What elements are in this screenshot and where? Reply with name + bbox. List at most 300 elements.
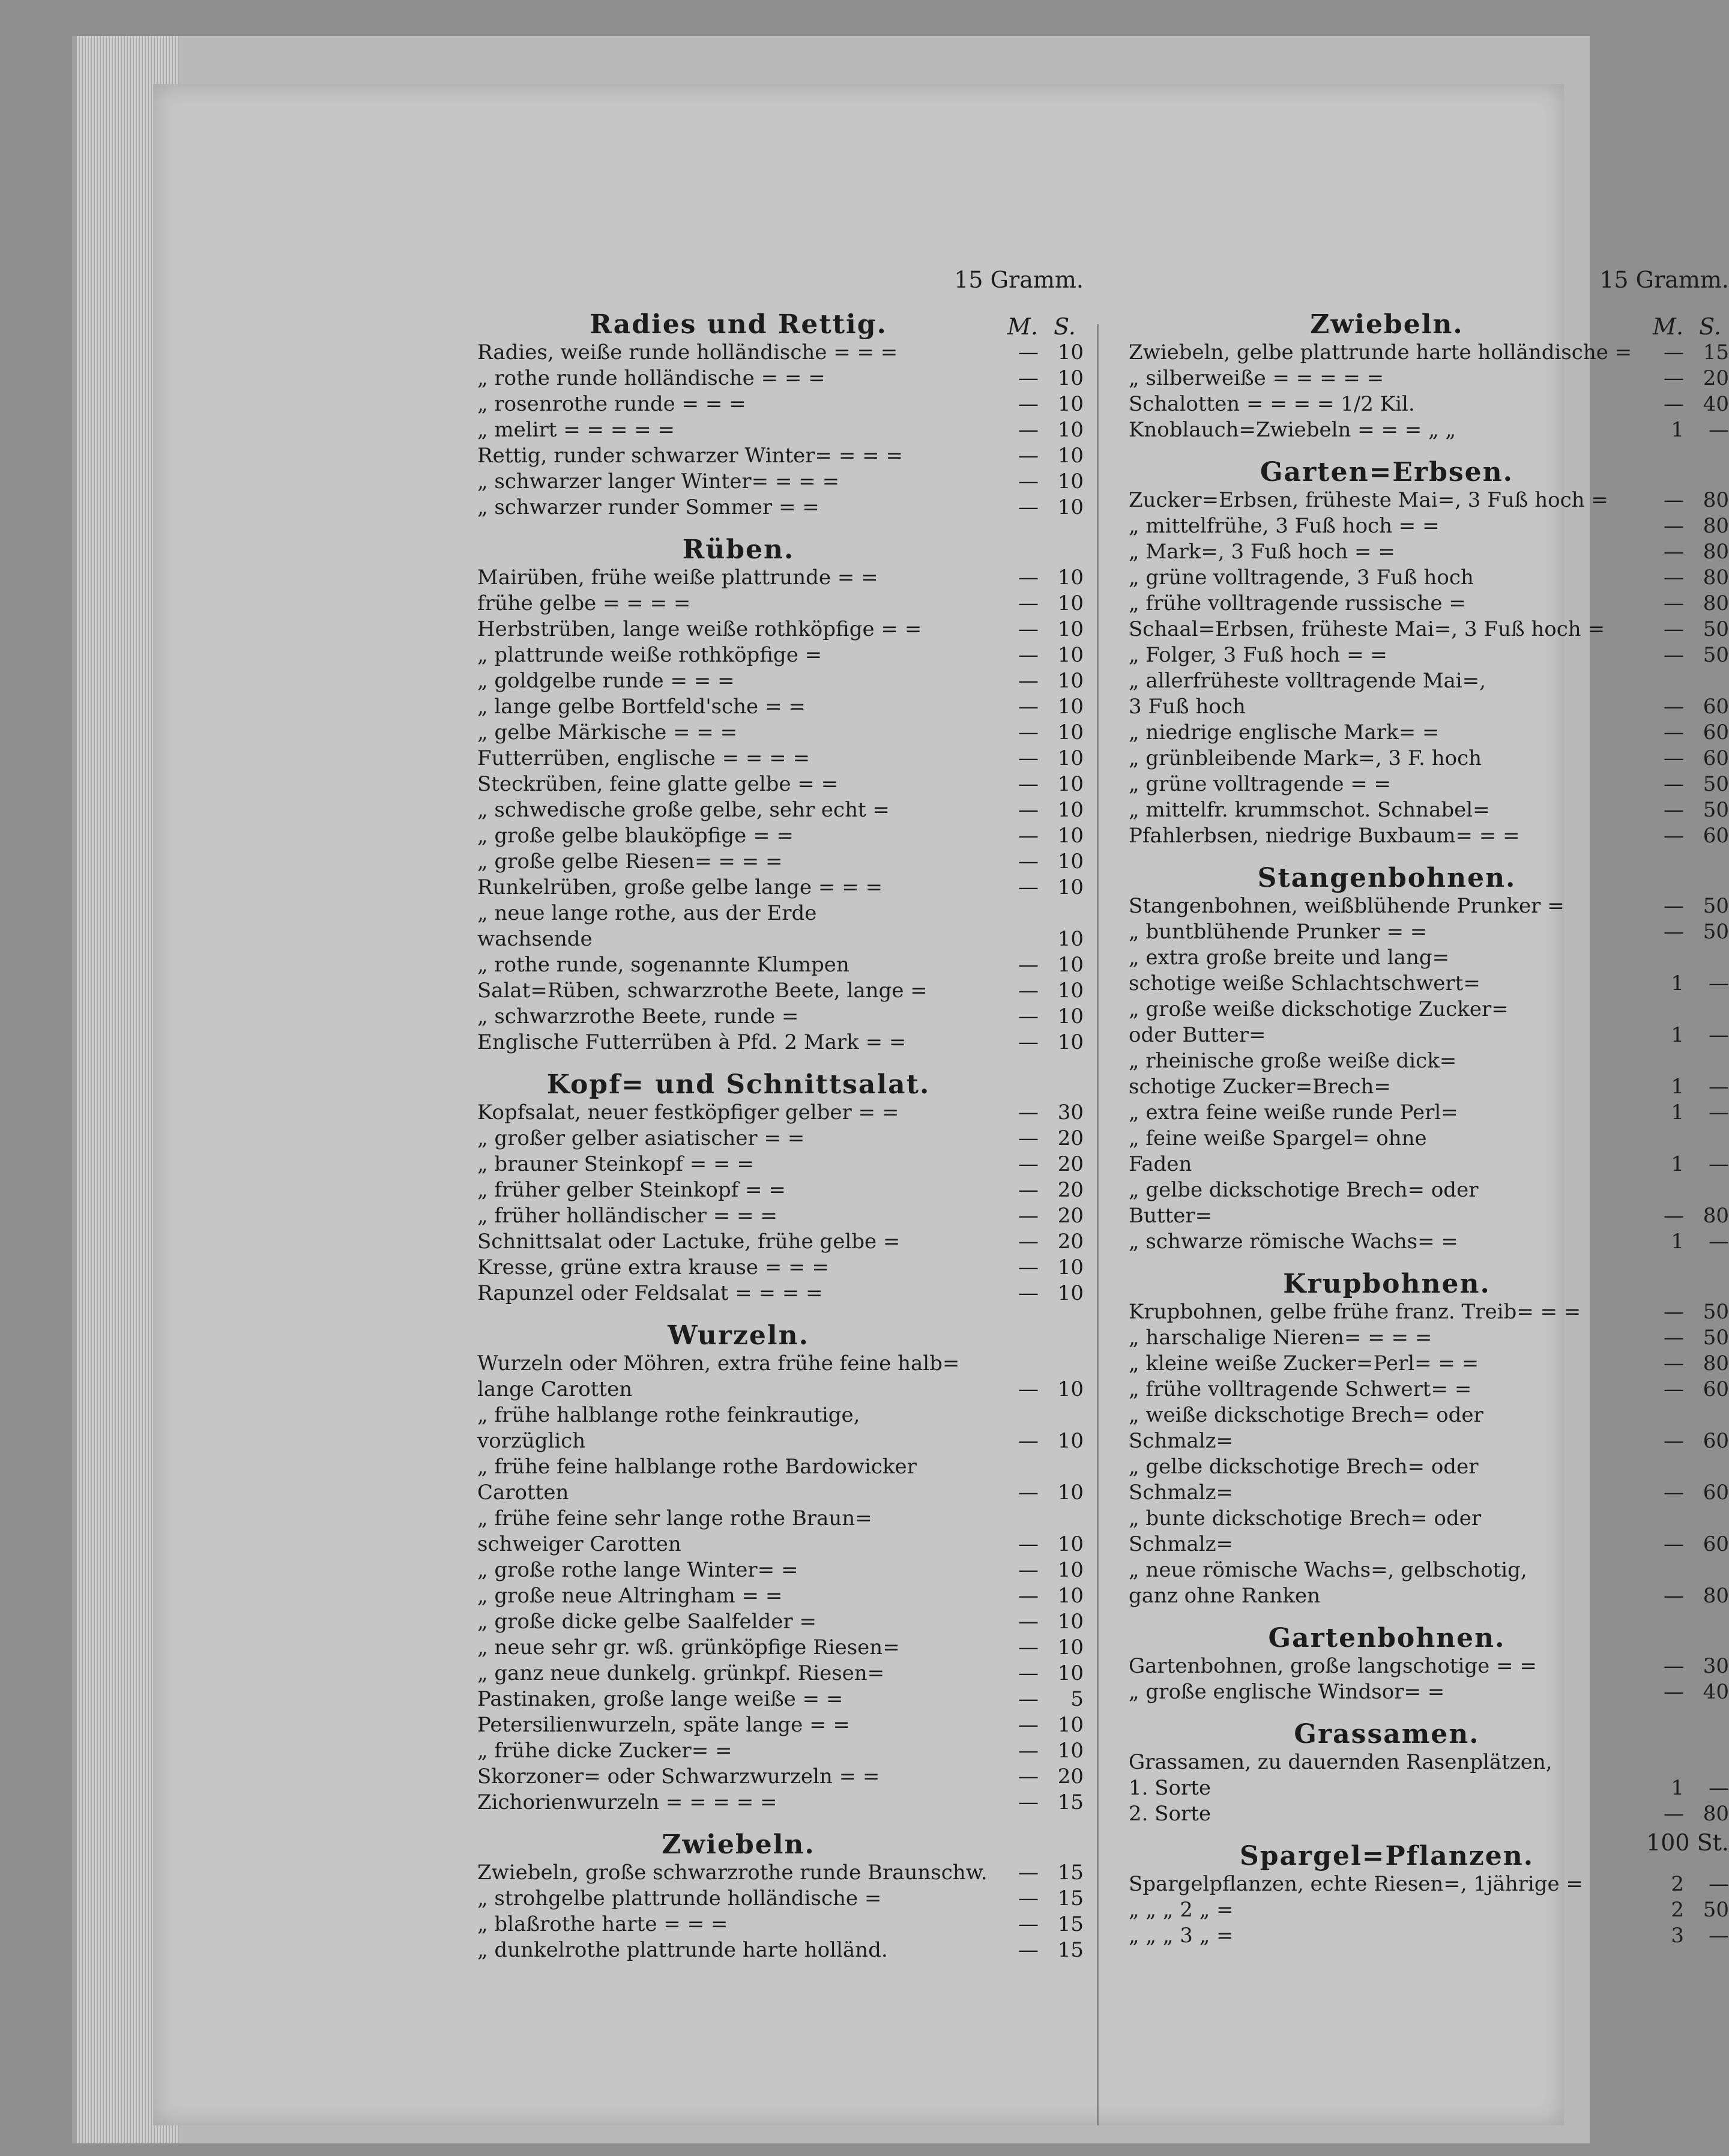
price-row [477,849,1084,875]
price-row [477,1030,1084,1055]
item-name: „ rothe runde, sogenannte Klumpen [477,953,849,977]
price-row [1129,971,1729,997]
item-name: „ frühe volltragende russische = [1129,591,1466,615]
item-name: lange Carotten [477,1377,633,1401]
price-mark: — [1664,617,1684,641]
price-row [477,1004,1084,1030]
price-row [1129,1897,1729,1923]
item-name: „ frühe feine sehr lange rothe Braun= [477,1506,872,1530]
section-title: Wurzeln. [668,1320,809,1351]
item-name: „ lange gelbe Bortfeld'sche = = [477,695,806,719]
price-mark: — [1018,1101,1039,1125]
item-name: „ brauner Steinkopf = = = [477,1152,754,1176]
item-name: Herbstrüben, lange weiße rothköpfige = = [477,617,922,641]
item-name: „ frühe halblange rothe feinkrautige, [477,1403,860,1427]
item-name: „ große rothe lange Winter= = [477,1558,798,1582]
price-mark: 1 [1671,971,1684,995]
price-row [477,1686,1084,1712]
price-row [1129,694,1729,720]
section-title: Stangenbohnen. [1257,863,1516,893]
item-name: „ rheinische große weiße dick= [1129,1049,1457,1073]
item-name: „ strohgelbe plattrunde holländische = [477,1886,882,1910]
item-name: Zwiebeln, große schwarzrothe runde Braunschw. [477,1861,988,1885]
price-pfennig: 10 [1057,927,1084,951]
section-header [477,521,1084,565]
price-row [477,565,1084,591]
item-name: „ kleine weiße Zucker=Perl= = = [1129,1351,1479,1375]
price-pfennig: 10 [1057,591,1084,615]
price-row [477,1738,1084,1764]
price-row [477,746,1084,772]
price-mark: — [1664,1351,1684,1375]
price-row [477,1152,1084,1177]
price-mark: — [1664,1204,1684,1228]
item-name: Radies, weiße runde holländische = = = [477,340,898,364]
price-mark: — [1018,566,1039,590]
price-row [477,1557,1084,1583]
price-row [1129,797,1729,823]
price-row [1129,1750,1729,1775]
price-mark: — [1018,1030,1039,1054]
price-row [477,417,1084,443]
price-row [1129,1679,1729,1705]
price-row [1129,513,1729,539]
price-pfennig: 10 [1057,366,1084,390]
item-name: Rettig, runder schwarzer Winter= = = = [477,444,903,468]
price-row [1129,1325,1729,1351]
item-name: Schmalz= [1129,1532,1234,1556]
column-divider [1097,324,1099,2125]
item-name: Rapunzel oder Feldsalat = = = = [477,1281,823,1305]
price-pfennig: 10 [1057,772,1084,796]
price-mark: — [1018,495,1039,519]
price-row [477,1454,1084,1480]
price-pfennig: — [1709,1075,1729,1099]
price-mark: — [1018,340,1039,364]
item-name: „ silberweiße = = = = = [1129,366,1384,390]
price-row [1129,1454,1729,1480]
price-pfennig: 10 [1057,1481,1084,1505]
price-mark: — [1664,1481,1684,1505]
price-section [1129,1827,1729,1949]
price-pfennig: 50 [1703,1898,1729,1922]
price-pfennig: 10 [1057,444,1084,468]
price-mark: — [1664,340,1684,364]
price-mark: — [1018,1230,1039,1254]
price-row [477,797,1084,823]
price-row [1129,1048,1729,1074]
price-row [1129,668,1729,694]
price-pfennig: 10 [1057,798,1084,822]
price-mark: — [1664,746,1684,770]
item-name: „ große gelbe Riesen= = = = [477,850,783,874]
price-mark: — [1664,824,1684,848]
price-row [1129,417,1729,443]
price-mark: — [1664,643,1684,667]
price-pfennig: 20 [1057,1204,1084,1228]
item-name: „ blaßrothe harte = = = [477,1912,728,1936]
item-name: Zucker=Erbsen, früheste Mai=, 3 Fuß hoch = [1129,488,1608,512]
item-name: „ niedrige englische Mark= = [1129,720,1440,744]
price-mark: — [1018,392,1039,416]
price-pfennig: — [1709,1152,1729,1176]
section-header [477,1055,1084,1100]
item-name: Pastinaken, große lange weiße = = [477,1687,843,1711]
price-pfennig: 10 [1057,824,1084,848]
price-pfennig: 80 [1703,540,1729,564]
price-row [477,1229,1084,1255]
item-name: „ große gelbe blauköpfige = = [477,824,794,848]
price-row [477,1428,1084,1454]
price-pfennig: 50 [1703,1300,1729,1324]
section-title: Zwiebeln. [662,1829,815,1860]
item-name: Skorzoner= oder Schwarzwurzeln = = [477,1765,880,1789]
price-row [477,1609,1084,1635]
item-name: Schmalz= [1129,1481,1234,1505]
price-section [1129,295,1729,443]
price-row [1129,1377,1729,1403]
price-mark: — [1018,1126,1039,1150]
price-mark: — [1018,366,1039,390]
price-row [1129,1480,1729,1506]
price-row [1129,340,1729,366]
item-name: „ schwarze römische Wachs= = [1129,1230,1458,1254]
item-name: „ frühe feine halblange rothe Bardowicker [477,1455,917,1479]
price-row [1129,591,1729,617]
pfennig-symbol: S. [1699,313,1721,340]
price-pfennig: — [1709,1101,1729,1125]
section-title: Gartenbohnen. [1268,1623,1506,1653]
price-row [1129,391,1729,417]
price-pfennig: 50 [1703,772,1729,796]
item-name: „ extra feine weiße runde Perl= [1129,1101,1458,1125]
price-pfennig: 30 [1057,1101,1084,1125]
price-row [477,1886,1084,1912]
price-mark: — [1018,1886,1039,1910]
price-pfennig: 10 [1057,392,1084,416]
price-row [477,1377,1084,1403]
item-name: Faden [1129,1152,1192,1176]
price-mark: — [1664,591,1684,615]
item-name: Butter= [1129,1204,1213,1228]
price-mark: — [1018,979,1039,1003]
price-mark: — [1018,1661,1039,1685]
price-row [477,1532,1084,1557]
price-pfennig: 20 [1057,1178,1084,1202]
price-mark: — [1664,366,1684,390]
item-name: vorzüglich [477,1429,586,1453]
price-pfennig: 15 [1057,1861,1084,1885]
price-pfennig: 60 [1703,1481,1729,1505]
item-name: Wurzeln oder Möhren, extra frühe feine halb= [477,1351,960,1375]
price-row [1129,1506,1729,1532]
price-row [477,926,1084,952]
price-pfennig: 10 [1057,1739,1084,1763]
price-pfennig: 10 [1057,1584,1084,1608]
price-mark: — [1018,953,1039,977]
unit-label: 15 Gramm. [954,267,1084,293]
price-pfennig: 15 [1057,1938,1084,1962]
left-column [477,264,1084,1963]
item-name: Englische Futterrüben à Pfd. 2 Mark = = [477,1030,907,1054]
price-pfennig: — [1709,1023,1729,1047]
price-mark: — [1018,591,1039,615]
price-row [1129,720,1729,746]
price-row [477,1790,1084,1816]
mark-symbol: M. [1653,313,1684,340]
price-mark: — [1018,1532,1039,1556]
price-row [477,366,1084,391]
price-row [477,340,1084,366]
item-name: „ neue römische Wachs=, gelbschotig, [1129,1558,1527,1582]
item-name: Futterrüben, englische = = = = [477,746,810,770]
price-row [477,1126,1084,1152]
price-mark: — [1018,850,1039,874]
item-name: Steckrüben, feine glatte gelbe = = [477,772,839,796]
price-pfennig: 5 [1070,1687,1084,1711]
price-mark: — [1664,1680,1684,1704]
price-pfennig: 10 [1057,1532,1084,1556]
price-pfennig: 10 [1057,495,1084,519]
price-mark: — [1664,1326,1684,1350]
price-row [1129,1126,1729,1152]
price-mark: — [1664,392,1684,416]
price-mark: 1 [1671,1023,1684,1047]
item-name: „ große neue Altringham = = [477,1584,783,1608]
item-name: „ rothe runde holländische = = = [477,366,825,390]
section-header [1129,1827,1729,1871]
item-name: „ grüne volltragende = = [1129,772,1392,796]
item-name: „ früher holländischer = = = [477,1204,777,1228]
price-pfennig: 50 [1703,1326,1729,1350]
price-pfennig: 50 [1703,617,1729,641]
price-pfennig: — [1709,1230,1729,1254]
item-name: Spargelpflanzen, echte Riesen=, 1jährige = [1129,1872,1583,1896]
price-row [477,1351,1084,1377]
price-mark: — [1664,1429,1684,1453]
price-mark: — [1018,720,1039,744]
price-section [1129,849,1729,1255]
section-header [1129,443,1729,488]
catalog-page [153,84,1729,2125]
price-mark: — [1664,920,1684,944]
price-mark: — [1664,1377,1684,1401]
price-row [1129,488,1729,513]
price-pfennig: 20 [1057,1765,1084,1789]
price-row [1129,366,1729,391]
price-row [477,1860,1084,1886]
price-pfennig: 60 [1703,1377,1729,1401]
price-mark: — [1018,746,1039,770]
price-mark: — [1018,824,1039,848]
item-name: „ dunkelrothe plattrunde harte holländ. [477,1938,888,1962]
price-mark: — [1018,1765,1039,1789]
section-header [477,1816,1084,1860]
price-mark: — [1018,1713,1039,1737]
price-row [477,391,1084,417]
item-name: „ feine weiße Spargel= ohne [1129,1126,1427,1150]
item-name: „ „ „ 3 „ = [1129,1924,1234,1948]
price-row [477,1480,1084,1506]
price-pfennig: 10 [1057,418,1084,442]
price-pfennig: — [1709,1776,1729,1800]
price-section [477,1306,1084,1816]
item-name: „ harschalige Nieren= = = = [1129,1326,1432,1350]
price-mark: — [1018,1938,1039,1962]
price-pfennig: 15 [1057,1790,1084,1814]
price-pfennig: 10 [1057,1558,1084,1582]
price-pfennig: 10 [1057,470,1084,494]
price-row [1129,1351,1729,1377]
price-section [477,1816,1084,1963]
price-pfennig: 10 [1057,643,1084,667]
item-name: „ grünbleibende Mark=, 3 F. hoch [1129,746,1482,770]
item-name: Schmalz= [1129,1429,1234,1453]
item-name: „ Folger, 3 Fuß hoch = = [1129,643,1387,667]
item-name: „ große englische Windsor= = [1129,1680,1445,1704]
item-name: Kopfsalat, neuer festköpfiger gelber = = [477,1101,899,1125]
price-mark: — [1018,1584,1039,1608]
item-name: „ „ „ 2 „ = [1129,1898,1234,1922]
item-name: Runkelrüben, große gelbe lange = = = [477,875,883,899]
price-pfennig: 10 [1057,1429,1084,1453]
price-mark: 1 [1671,1776,1684,1800]
price-pfennig: 10 [1057,340,1084,364]
price-mark: — [1018,1204,1039,1228]
price-mark: — [1018,1635,1039,1659]
price-row [477,443,1084,469]
item-name: Schaal=Erbsen, früheste Mai=, 3 Fuß hoch = [1129,617,1605,641]
price-pfennig: 80 [1703,1802,1729,1826]
item-name: Zwiebeln, gelbe plattrunde harte holländische = [1129,340,1632,364]
price-pfennig: 10 [1057,953,1084,977]
currency-header [1000,313,1084,340]
price-mark: 2 [1671,1872,1684,1896]
price-pfennig: 10 [1057,850,1084,874]
price-pfennig: 15 [1057,1912,1084,1936]
item-name: frühe gelbe = = = = [477,591,691,615]
price-pfennig: 80 [1703,514,1729,538]
section-title: Krupbohnen. [1283,1269,1491,1299]
price-pfennig: 20 [1703,366,1729,390]
item-name: „ gelbe dickschotige Brech= oder [1129,1455,1479,1479]
price-mark: — [1664,566,1684,590]
item-name: „ extra große breite und lang= [1129,946,1450,970]
price-row [477,901,1084,926]
price-pfennig: 10 [1057,617,1084,641]
item-name: Kresse, grüne extra krause = = = [477,1255,829,1279]
price-row [477,1764,1084,1790]
pfennig-symbol: S. [1054,313,1076,340]
price-mark: — [1018,1429,1039,1453]
price-row [477,720,1084,746]
item-name: „ früher gelber Steinkopf = = [477,1178,786,1202]
item-name: „ bunte dickschotige Brech= oder [1129,1506,1482,1530]
price-row [1129,1403,1729,1428]
item-name: Krupbohnen, gelbe frühe franz. Treib= = = [1129,1300,1581,1324]
section-header [1129,1609,1729,1653]
section-title: Garten=Erbsen. [1260,457,1513,488]
price-mark: — [1018,444,1039,468]
price-row [477,1712,1084,1738]
price-mark: — [1018,1739,1039,1763]
price-section [477,521,1084,1055]
item-name: „ große weiße dickschotige Zucker= [1129,997,1509,1021]
section-title: Spargel=Pflanzen. [1239,1841,1534,1871]
price-mark: — [1018,1861,1039,1885]
price-row [477,823,1084,849]
price-row [1129,1428,1729,1454]
item-name: „ schwarzer langer Winter= = = = [477,470,840,494]
item-name: „ frühe dicke Zucker= = [477,1739,732,1763]
price-section [477,295,1084,521]
price-row [477,1635,1084,1661]
price-pfennig: 15 [1057,1886,1084,1910]
price-mark: — [1018,875,1039,899]
price-pfennig: 10 [1057,1255,1084,1279]
price-row [1129,539,1729,565]
section-header [1129,1705,1729,1750]
price-mark: — [1664,1584,1684,1608]
price-row [1129,1177,1729,1203]
item-name: ganz ohne Ranken [1129,1584,1321,1608]
price-pfennig: — [1709,418,1729,442]
item-name: „ mittelfr. krummschot. Schnabel= [1129,798,1490,822]
price-row [477,1281,1084,1306]
section-title: Radies und Rettig. [590,309,887,340]
price-pfennig: 10 [1057,979,1084,1003]
price-row [1129,1923,1729,1949]
price-mark: — [1018,1152,1039,1176]
price-mark: — [1018,1610,1039,1634]
price-pfennig: 10 [1057,1661,1084,1685]
price-mark: 2 [1671,1898,1684,1922]
price-row [477,1506,1084,1532]
price-pfennig: 80 [1703,1351,1729,1375]
section-header [1129,295,1729,340]
price-pfennig: 10 [1057,1635,1084,1659]
price-pfennig: 80 [1703,488,1729,512]
price-pfennig: 50 [1703,798,1729,822]
price-mark: — [1018,1481,1039,1505]
item-name: „ weiße dickschotige Brech= oder [1129,1403,1483,1427]
item-name: „ ganz neue dunkelg. grünkpf. Riesen= [477,1661,885,1685]
price-row [1129,1775,1729,1801]
price-pfennig: 80 [1703,1204,1729,1228]
price-mark: — [1664,695,1684,719]
item-name: „ frühe volltragende Schwert= = [1129,1377,1472,1401]
right-column [1129,264,1729,1949]
price-row [477,1661,1084,1686]
price-row [1129,642,1729,668]
item-name: Carotten [477,1481,569,1505]
price-section [477,1055,1084,1306]
item-name: Stangenbohnen, weißblühende Prunker = [1129,894,1565,918]
price-row [1129,1557,1729,1583]
price-mark: — [1018,1255,1039,1279]
price-row [1129,1299,1729,1325]
price-pfennig: 60 [1703,746,1729,770]
price-row [477,1403,1084,1428]
item-name: „ schwedische große gelbe, sehr echt = [477,798,890,822]
price-mark: — [1018,1790,1039,1814]
section-header [477,1306,1084,1351]
price-pfennig: 60 [1703,1532,1729,1556]
price-row [477,617,1084,642]
price-row [1129,1583,1729,1609]
price-row [1129,919,1729,945]
price-mark: — [1664,894,1684,918]
